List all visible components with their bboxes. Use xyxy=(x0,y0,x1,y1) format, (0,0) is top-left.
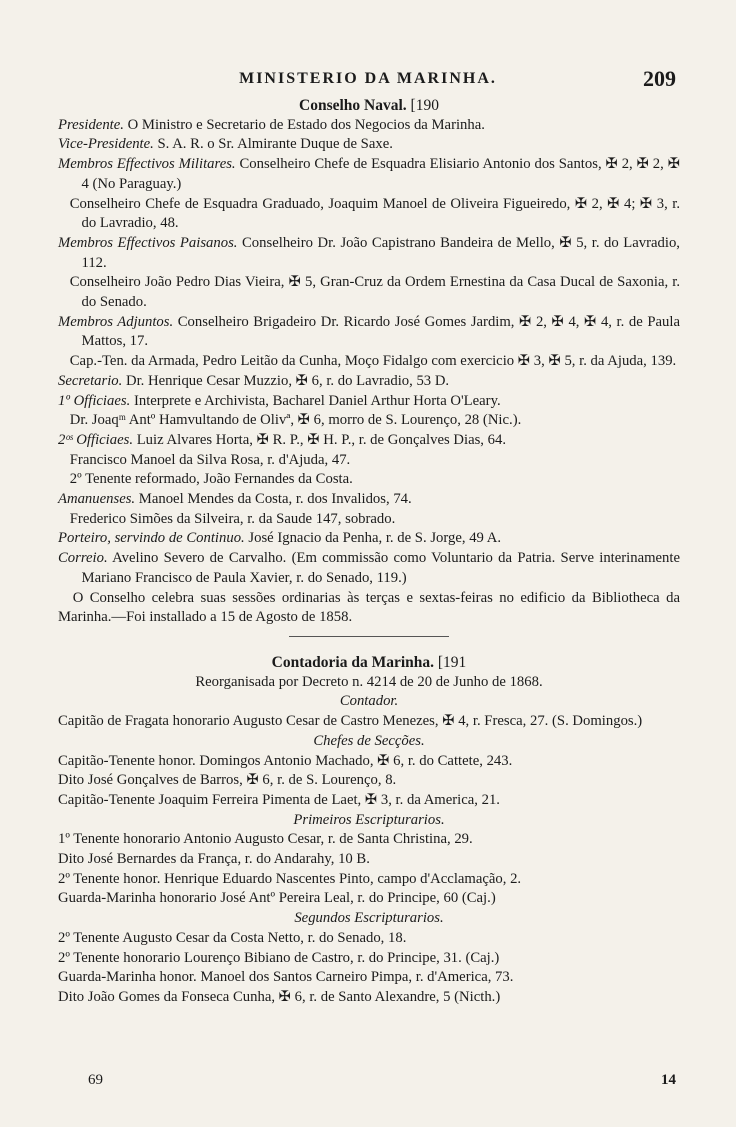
contadoria-entry: Dito José Bernardes da França, r. do Andarahy, 10 B. xyxy=(58,851,370,868)
signature-mark-right: 14 xyxy=(661,1072,676,1088)
entry-text: Conselheiro Dr. João Capistrano Bandeira de Mello, ✠ 5, r. do Lavradio, 112. xyxy=(81,234,680,271)
section-title: Conselho Naval. xyxy=(299,97,407,114)
page-body xyxy=(58,96,680,1008)
entry-text: Dr. Joaqᵐ Antº Hamvultando de Olivª, ✠ 6, morro de S. Lourenço, 28 (Nic.). xyxy=(69,412,522,429)
running-head xyxy=(0,66,736,96)
section-title: Contadoria da Marinha. xyxy=(271,653,435,671)
entry-label: Secretario. xyxy=(58,372,123,389)
contadoria-entry: Capitão de Fragata honorario Augusto Cesar de Castro Menezes, ✠ 4, r. Fresca, 27. (S. Domingos.) xyxy=(58,713,643,730)
entry-text: 2º Tenente reformado, João Fernandes da Costa. xyxy=(69,471,353,488)
section-heading-conselho xyxy=(58,96,680,116)
conselho-entry xyxy=(69,273,680,312)
conselho-entries xyxy=(58,116,680,589)
entry-label: Presidente. xyxy=(58,116,124,133)
conselho-entry xyxy=(58,529,680,549)
group-title: Chefes de Secções. xyxy=(313,732,425,749)
entry-text: Conselheiro Chefe de Esquadra Graduado, Joaquim Manoel de Oliveira Figueiredo, ✠ 2, ✠ 4; ✠ 3, r. do Lavradio, 48. xyxy=(69,195,680,232)
entry-label: Correio. xyxy=(58,550,108,567)
entry-text: Conselheiro Chefe de Esquadra Elisiario Antonio dos Santos, ✠ 2, ✠ 2, ✠ 4 (No Paraguay.) xyxy=(81,156,680,192)
group-title: Segundos Escripturarios. xyxy=(294,910,444,927)
contadoria-entry: Guarda-Marinha honor. Manoel dos Santos Carneiro Pimpa, r. d'America, 73. xyxy=(58,969,514,986)
contadoria-entry: 2º Tenente honor. Henrique Eduardo Nascentes Pinto, campo d'Acclamação, 2. xyxy=(58,870,522,887)
contadoria-entry: 1º Tenente honorario Antonio Augusto Cesar, r. de Santa Christina, 29. xyxy=(58,831,473,848)
entry-text: Frederico Simões da Silveira, r. da Saude 147, sobrado. xyxy=(69,510,396,527)
conselho-entry xyxy=(69,411,680,431)
group-title: Primeiros Escripturarios. xyxy=(293,811,445,828)
conselho-entry xyxy=(58,431,680,451)
entry-text: Manoel Mendes da Costa, r. dos Invalidos, 74. xyxy=(135,491,412,508)
conselho-entry xyxy=(69,195,680,234)
conselho-entry xyxy=(69,470,680,490)
contadoria-entry: 2º Tenente honorario Lourenço Bibiano de Castro, r. do Principe, 31. (Caj.) xyxy=(58,949,500,966)
entry-label: Amanuenses. xyxy=(58,491,136,508)
conselho-entry xyxy=(58,549,680,588)
entry-label: Porteiro, servindo de Continuo. xyxy=(58,530,245,547)
page-footer xyxy=(0,1072,736,1096)
entry-label: Vice-Presidente. xyxy=(58,136,154,153)
entry-text: José Ignacio da Penha, r. de S. Jorge, 49 A. xyxy=(244,530,502,547)
entry-label: 2ᵒˢ Officiaes. xyxy=(58,431,134,448)
entry-text: Interprete e Archivista, Bacharel Daniel Arthur Horta O'Leary. xyxy=(130,392,501,409)
conselho-entry xyxy=(58,392,680,412)
conselho-entry xyxy=(58,234,680,273)
conselho-entry xyxy=(58,116,680,136)
contadoria-entry: Dito João Gomes da Fonseca Cunha, ✠ 6, r. de Santo Alexandre, 5 (Nicth.) xyxy=(58,988,501,1005)
section-divider xyxy=(289,636,449,637)
entry-label: 1º Officiaes. xyxy=(58,392,131,409)
group-title: Contador. xyxy=(339,693,399,710)
page-number: 209 xyxy=(643,66,676,91)
conselho-entry xyxy=(58,372,680,392)
entry-text: Conselheiro Brigadeiro Dr. Ricardo José Gomes Jardim, ✠ 2, ✠ 4, ✠ 4, r. de Paula Mattos, 17. xyxy=(81,313,680,350)
conselho-entry xyxy=(58,155,680,194)
section-number: [191 xyxy=(437,653,467,671)
conselho-entry xyxy=(58,313,680,352)
contadoria-entry: 2º Tenente Augusto Cesar da Costa Netto, r. do Senado, 18. xyxy=(58,929,407,946)
contadoria-entry: Guarda-Marinha honorario José Antº Pereira Leal, r. do Principe, 60 (Caj.) xyxy=(58,890,496,907)
section-number: [190 xyxy=(410,97,439,114)
conselho-entry xyxy=(69,451,680,471)
entry-label: Membros Effectivos Militares. xyxy=(58,156,236,173)
contadoria-entry: Capitão-Tenente Joaquim Ferreira Pimenta de Laet, ✠ 3, r. da America, 21. xyxy=(58,791,500,808)
entry-text: Avelino Severo de Carvalho. (Em commissão como Voluntario da Patria. Serve interinamente Mariano Francisco de Paula Xavier, r. do Senado, 119.) xyxy=(81,550,680,586)
conselho-entry xyxy=(69,510,680,530)
entry-text: Francisco Manoel da Silva Rosa, r. d'Ajuda, 47. xyxy=(69,451,351,468)
conselho-entry xyxy=(58,135,680,155)
entry-text: O Ministro e Secretario de Estado dos Negocios da Marinha. xyxy=(123,116,485,133)
entry-text: Cap.-Ten. da Armada, Pedro Leitão da Cunha, Moço Fidalgo com exercicio ✠ 3, ✠ 5, r. da Ajuda, 139. xyxy=(69,353,677,370)
signature-mark-left: 69 xyxy=(88,1072,103,1088)
entry-text: Dr. Henrique Cesar Muzzio, ✠ 6, r. do Lavradio, 53 D. xyxy=(122,372,450,389)
contadoria-entry: Capitão-Tenente honor. Domingos Antonio Machado, ✠ 6, r. do Cattete, 243. xyxy=(58,752,513,769)
section-heading-contadoria xyxy=(58,653,680,673)
conselho-closing-paragraph: O Conselho celebra suas sessões ordinarias às terças e sextas-feiras no edificio da Bibliotheca da Marinha.—Foi installado a 15 de Agosto de 1858. xyxy=(58,589,680,626)
contadoria-entry: Dito José Gonçalves de Barros, ✠ 6, r. de S. Lourenço, 8. xyxy=(58,772,397,789)
decree-line: Reorganisada por Decreto n. 4214 de 20 de Junho de 1868. xyxy=(195,673,543,690)
running-title: MINISTERIO DA MARINHA. xyxy=(239,70,497,87)
conselho-entry xyxy=(69,352,680,372)
entry-text: Luiz Alvares Horta, ✠ R. P., ✠ H. P., r. de Gonçalves Dias, 64. xyxy=(133,431,507,448)
entry-text: S. A. R. o Sr. Almirante Duque de Saxe. xyxy=(153,136,393,153)
contadoria-groups xyxy=(58,692,680,1007)
conselho-entry xyxy=(58,490,680,510)
entry-text: Conselheiro João Pedro Dias Vieira, ✠ 5, Gran-Cruz da Ordem Ernestina da Casa Ducal de Saxonia, r. do Senado. xyxy=(69,274,680,311)
entry-label: Membros Adjuntos. xyxy=(58,313,174,330)
entry-label: Membros Effectivos Paisanos. xyxy=(58,234,238,251)
